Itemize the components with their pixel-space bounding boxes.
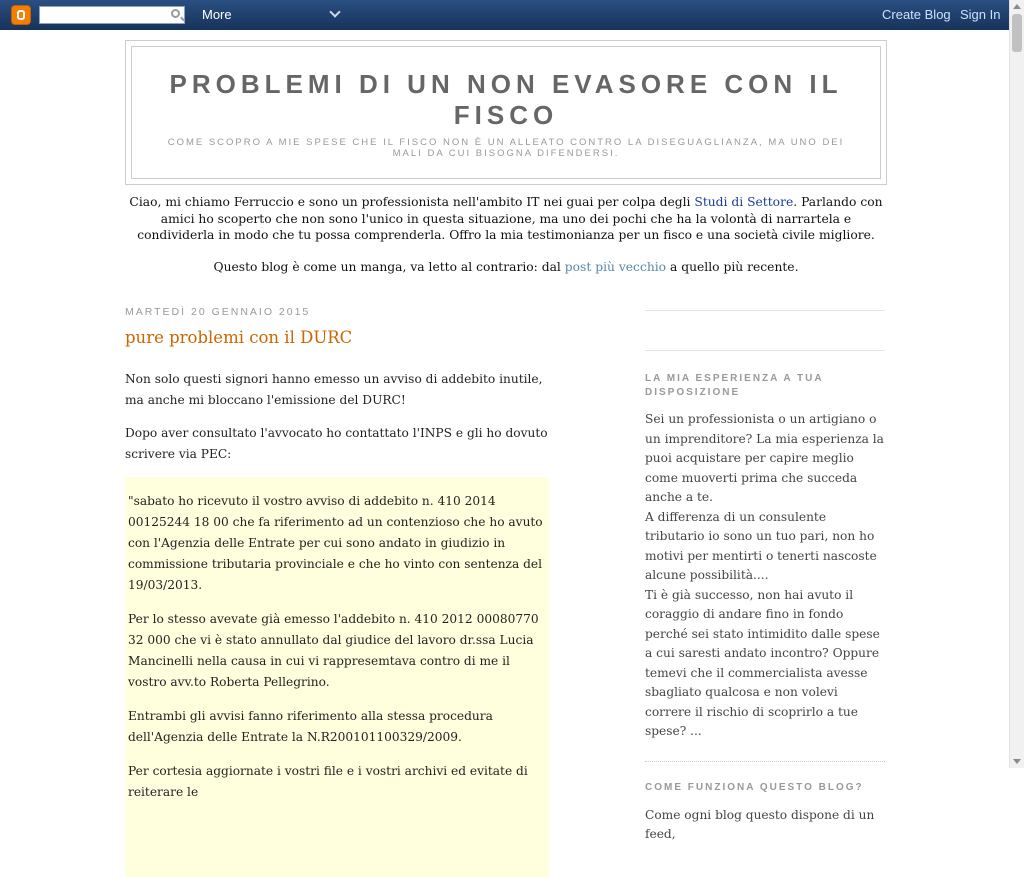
more-menu-button[interactable]: More [202, 7, 232, 22]
blog-header [125, 40, 887, 185]
scrollbar-thumb[interactable] [1012, 14, 1022, 52]
sidebar [645, 310, 885, 845]
blogger-logo-icon[interactable] [11, 5, 31, 25]
quote-paragraph: Entrambi gli avvisi fanno riferimento alla stessa procedura dell'Agenzia delle Entrate la N.R200101100329/2009. [128, 709, 493, 744]
post-body [125, 369, 549, 877]
scroll-down-arrow-icon[interactable] [1013, 759, 1021, 764]
search-icon[interactable] [171, 9, 180, 18]
search-box[interactable] [39, 6, 185, 24]
sidebar-divider [645, 761, 885, 762]
pec-quote-block [125, 477, 549, 877]
scroll-up-arrow-icon[interactable] [1013, 4, 1021, 9]
blogger-navbar [0, 0, 1009, 30]
blog-intro [125, 194, 887, 290]
intro-text: Questo blog è come un manga, va letto al contrario: dal [213, 259, 565, 274]
post-paragraph: Non solo questi signori hanno emesso un avviso di addebito inutile, ma anche mi bloccano l'emissione del DURC! [125, 372, 543, 407]
quote-paragraph: Per lo stesso avevate già emesso l'addebito n. 410 2012 00080770 32 000 che vi è stato annullato dal giudice del lavoro dr.ssa Lucia Mancinelli nella causa in cui vi rappresemtava contro di me il vostro avv.to Roberta Pellegrino. [128, 612, 539, 689]
sidebar-section-body [645, 410, 885, 742]
sidebar-section-title: COME FUNZIONA QUESTO BLOG? [645, 781, 864, 793]
intro-reading-order [125, 259, 887, 276]
sidebar-text: A differenza di un consulente tributario io sono un tuo pari, non ho motivi per mentirti o tenerti nascoste alcune possibilità.... [645, 509, 877, 582]
post-date: MARTEDÌ 20 GENNAIO 2015 [125, 306, 311, 318]
sign-in-link[interactable]: Sign In [960, 7, 1001, 22]
page-scrollbar[interactable] [1009, 0, 1024, 768]
post-title[interactable]: pure problemi con il DURC [125, 328, 353, 347]
sidebar-divider [645, 310, 885, 311]
oldest-post-link[interactable]: post più vecchio [564, 259, 667, 274]
quote-paragraph: Per cortesia aggiornate i vostri file e i vostri archivi ed evitate di reiterare le [128, 764, 528, 799]
sidebar-section-title: LA MIA ESPERIENZA A TUA DISPOSIZIONE [645, 373, 824, 398]
studi-di-settore-link[interactable]: Studi di Settore [694, 195, 794, 209]
blog-header-inner [131, 46, 881, 179]
sidebar-text: Sei un professionista o un artigiano o un imprenditore? La mia esperienza la puoi acquistare per capire meglio come muoverti prima che succeda anche a te. [645, 412, 884, 504]
intro-paragraph [125, 194, 887, 244]
intro-text: a quello più recente. [666, 259, 799, 274]
chevron-down-icon[interactable] [329, 6, 340, 17]
create-blog-link[interactable]: Create Blog [882, 7, 951, 22]
search-input[interactable] [43, 9, 163, 23]
sidebar-text: Come ogni blog questo dispone di un feed, [645, 807, 875, 841]
sidebar-divider [645, 350, 885, 351]
blog-title[interactable]: PROBLEMI DI UN NON EVASORE CON IL FISCO [169, 69, 843, 130]
intro-text: Ciao, mi chiamo Ferruccio e sono un professionista nell'ambito IT nei guai per colpa degli [129, 195, 695, 209]
blog-description: COME SCOPRO A MIE SPESE CHE IL FISCO NON È UN ALLEATO CONTRO LA DISEGUAGLIANZA, MA UNO DEI MALI DA CUI BISOGNA DIFENDERSI. [167, 137, 845, 159]
intro-text: . Parlando con amici ho scoperto che non sono l'unico in questa situazione, ma uno dei pochi che ha la volontà di narrartela e condividerla in modo che tu possa comprenderla. Offro la mia testimonianza per un fisco e una società civile migliore. [137, 195, 883, 242]
sidebar-text: Ti è già successo, non hai avuto il coraggio di andare fino in fondo perché sei stato intimidito dalle spese a cui saresti andato incontro? Oppure temevi che il commercialista avesse sbagliato qualcosa e non volevi correre il rischio di scoprirlo a tue spese? ... [645, 587, 880, 738]
quote-paragraph: "sabato ho ricevuto il vostro avviso di addebito n. 410 2014 00125244 18 00 che fa riferimento ad un contenzioso che ho avuto con l'Agenzia delle Entrate per cui sono andato in giudizio in commissione tributaria provinciale e che ho vinto con sentenza del 19/03/2013. [128, 494, 543, 592]
post-paragraph: Dopo aver consultato l'avvocato ho contattato l'INPS e gli ho dovuto scrivere via PEC: [125, 426, 548, 461]
